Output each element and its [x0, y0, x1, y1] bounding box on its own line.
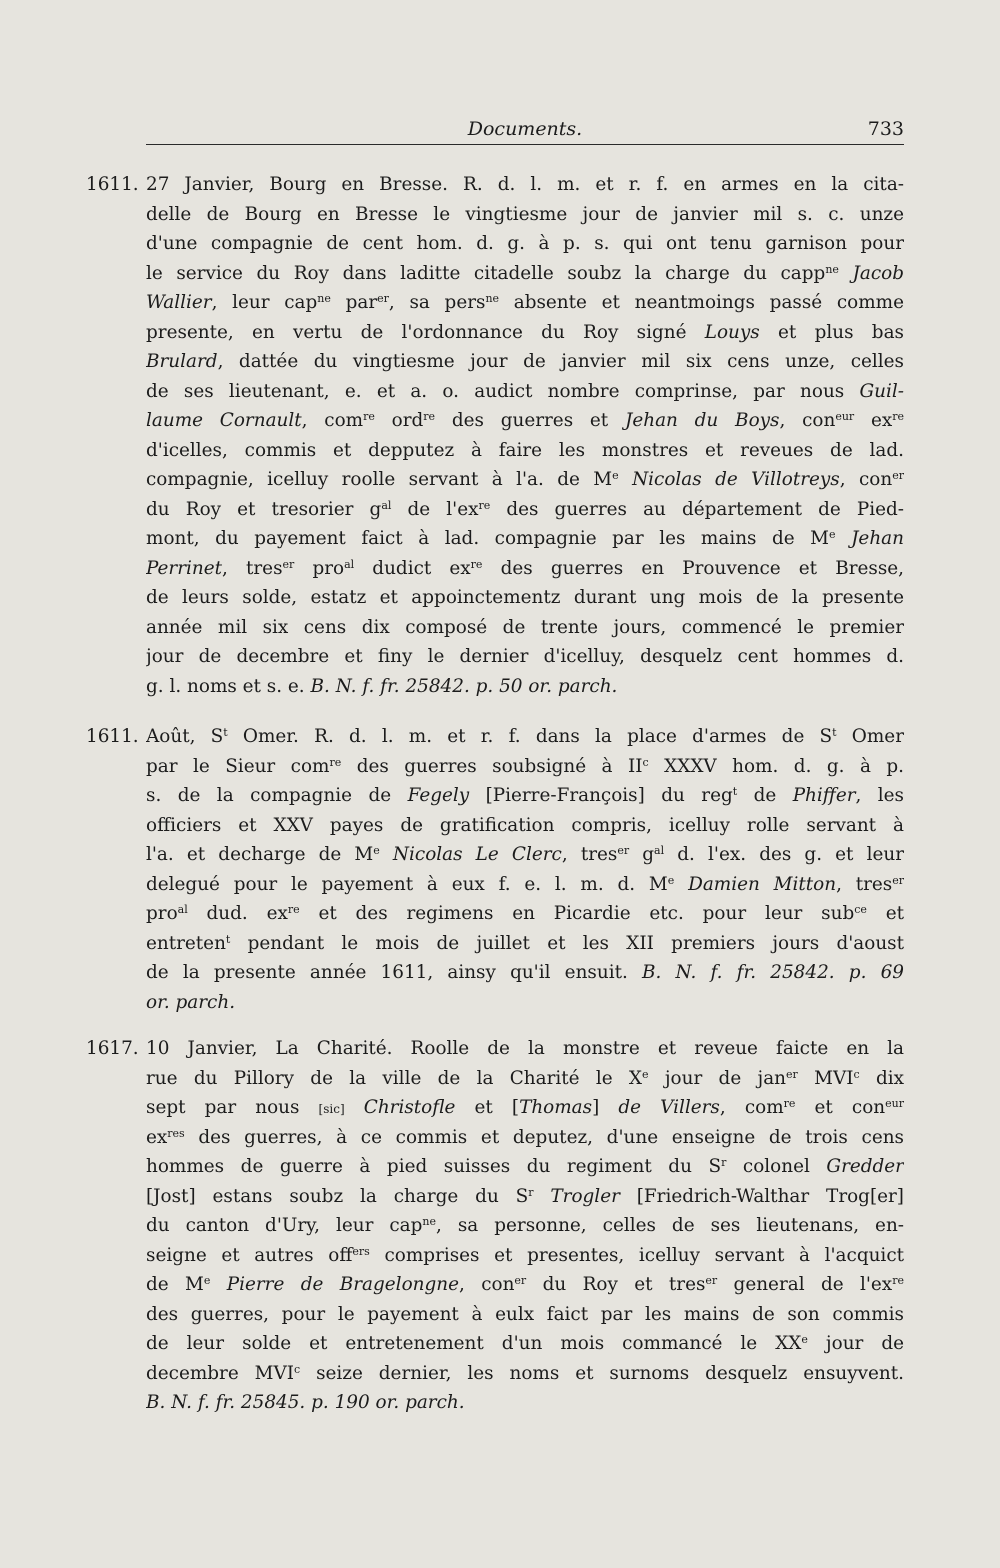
text-line: du Roy et tresorier $g^{al}$ de $l'ex^{re}$ des guerres au département de Pied- [146, 498, 904, 520]
text-line: compagnie, icelluy roolle servant à l'a. de Me Nicolas de Villotreys, con$^{er}$ [146, 469, 904, 490]
entry-year: 1611. [86, 174, 139, 195]
text-line: 10 Janvier, La Charité. Roolle de la monstre et reveue faicte en la [146, 1038, 904, 1059]
text-line: des guerres, pour le payement à eulx faict par les mains de son commis [146, 1303, 904, 1325]
text-line: de Me Pierre de Bragelongne, con$^{er}$ du Roy et tres$^{er}$ general de $l'ex^{re}$ [146, 1274, 904, 1295]
text-line: decembre MVI$^c$ seize dernier, les noms et surnoms desquelz ensuyvent. [146, 1362, 904, 1384]
text-line: delle de Bourg en Bresse le vingtiesme jour de janvier mil s. c. unze [146, 203, 904, 225]
text-line: mont, du payement faict à lad. compagnie par les mains de Me Jehan [146, 528, 904, 549]
text-line: pro$^{al}$ dud. $ex^{re}$ et des regimens en Picardie etc. pour leur sub$^{ce}$ et [146, 903, 904, 924]
entry-year: 1611. [86, 726, 139, 747]
text-line: Wallier, leur cap$^{ne}$ par$^{er}$, sa pers$^{ne}$ absente et neantmoings passé comme [146, 292, 904, 313]
text-line: par le Sieur com$^{re}$ des guerres soubsigné à $II^c$ XXXV hom. d. g. à p. [146, 755, 904, 777]
text-line: de ses lieutenant, e. et a. o. audict nombre comprinse, par nous Guil- [146, 380, 904, 402]
text-line: de leurs solde, estatz et appoinctementz durant ung mois de la presente [146, 587, 904, 608]
entry-1611-st-omer [86, 722, 904, 1017]
text-line: [Jost] estans soubz la charge du $S^r$ Trogler [Friedrich-Walthar Trog[er] [146, 1185, 904, 1207]
entry-text [146, 1034, 904, 1418]
text-line: rue du Pillory de la ville de la Charité le Xe jour de jan$^{er}$ MVI$^c$ dix [146, 1067, 904, 1089]
text-line: Perrinet, tres$^{er}$ pro$^{al}$ dudict $ex^{re}$ des guerres en Prouvence et Bresse, [146, 557, 904, 579]
text-line: de leur solde et entretenement d'un mois commancé le XXe jour de [146, 1333, 904, 1354]
entry-year: 1617. [86, 1038, 139, 1059]
text-line: entreten$^t$ pendant le mois de juillet et les XII premiers jours d'aoust [146, 932, 904, 954]
text-line: delegué pour le payement à eux f. e. l. m. d. Me Damien Mitton, tres$^{er}$ [146, 873, 904, 895]
text-line: hommes de guerre à pied suisses du regiment du $S^r$ colonel Gredder [146, 1156, 904, 1177]
text-line: seigne et autres off$^{ers}$ comprises et presentes, icelluy servant à l'acquict [146, 1244, 904, 1266]
text-line: d'une compagnie de cent hom. d. g. à p. s. qui ont tenu garnison pour [146, 233, 904, 254]
text-line: laume Cornault, com$^{re}$ ord$^{re}$ des guerres et Jehan du Boys, con$^{eur}$ $ex^{re}$ [146, 410, 904, 431]
text-line: presente, en vertu de l'ordonnance du Roy signé Louys et plus bas [146, 321, 904, 343]
text-line: officiers et XXV payes de gratification compris, icelluy rolle servant à [146, 814, 904, 836]
text-line: $ex^{res}$ des guerres, à ce commis et deputez, d'une enseigne de trois cens [146, 1126, 904, 1148]
text-line: Août, $S^t$ Omer. R. d. l. m. et r. f. dans la place d'armes de $S^t$ Omer [146, 726, 904, 747]
text-line: Brulard, dattée du vingtiesme jour de janvier mil six cens unze, celles [146, 351, 904, 372]
text-line: le service du Roy dans laditte citadelle soubz la charge du capp$^{ne}$ Jacob [146, 262, 904, 284]
text-line: sept par nous [sic] Christofle et [Thomas] de Villers, com$^{re}$ et con$^{eur}$ [146, 1097, 904, 1118]
text-line: g. l. noms et s. e. B. N. f. fr. 25842. p. 50 or. parch. [146, 675, 618, 697]
entry-1617-la-charite [86, 1034, 904, 1418]
text-line: l'a. et decharge de Me Nicolas Le Clerc, tres$^{er}$ $g^{al}$ d. l'ex. des g. et leur [146, 844, 904, 865]
entry-text [146, 170, 904, 701]
running-header [146, 112, 904, 145]
text-line: de la presente année 1611, ainsy qu'il ensuit. B. N. f. fr. 25842. p. 69 [146, 962, 904, 983]
text-line: or. parch. [146, 991, 236, 1013]
text-line: B. N. f. fr. 25845. p. 190 or. parch. [146, 1392, 465, 1413]
page-number: 733 [867, 118, 904, 140]
header-title: Documents. [467, 118, 583, 140]
text-line: 27 Janvier, Bourg en Bresse. R. d. l. m. et r. f. en armes en la cita- [146, 174, 904, 195]
entry-1611-bourg [86, 170, 904, 701]
entry-text [146, 722, 904, 1017]
text-line: s. de la compagnie de Fegely [Pierre-François] du reg$^t$ de Phiffer, les [146, 785, 904, 806]
text-line: jour de decembre et finy le dernier d'icelluy, desquelz cent hommes d. [146, 646, 904, 667]
text-line: d'icelles, commis et depputez à faire les monstres et reveues de lad. [146, 439, 904, 461]
text-line: année mil six cens dix composé de trente jours, commencé le premier [146, 616, 904, 638]
text-line: du canton d'Ury, leur cap$^{ne}$, sa personne, celles de ses lieutenans, en- [146, 1215, 904, 1236]
